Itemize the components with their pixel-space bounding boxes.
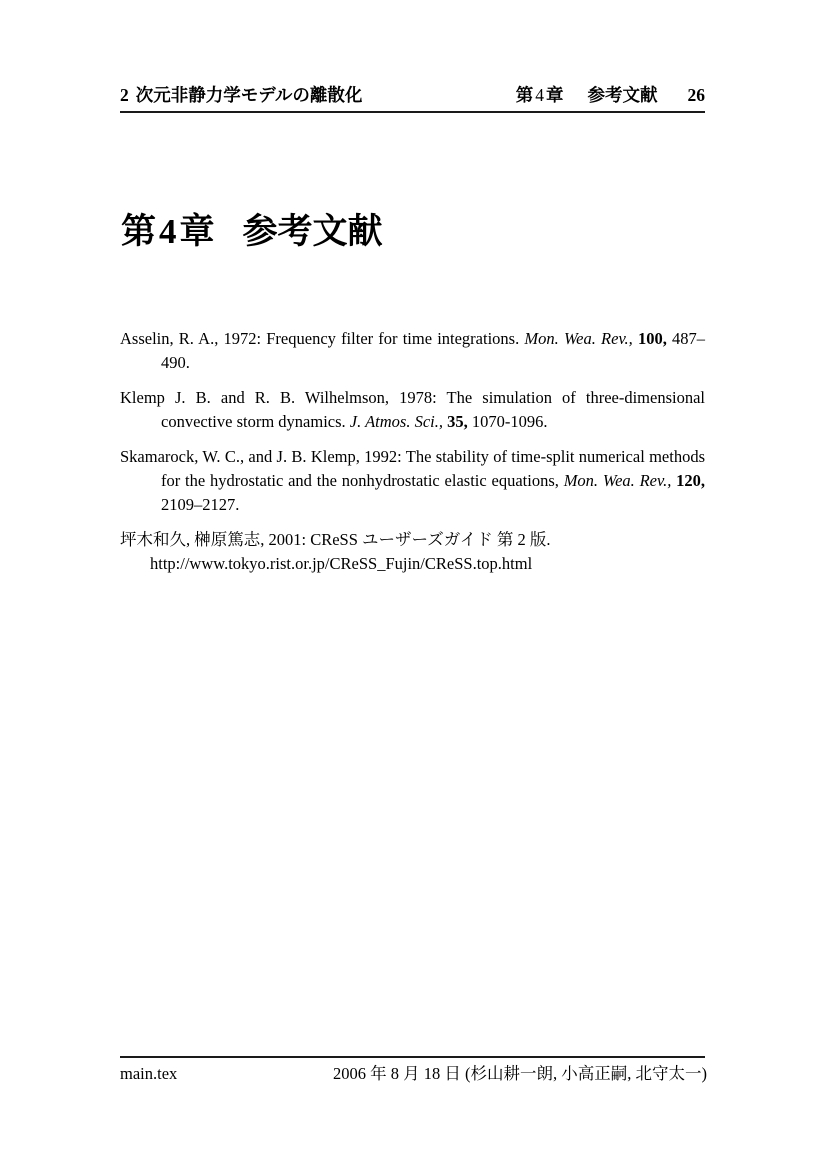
chapter-title-pre: 第 — [121, 212, 157, 251]
reference-entry-asselin — [120, 327, 705, 375]
chapter-mark-pre: 第 — [515, 85, 534, 105]
page-footer — [120, 1063, 707, 1085]
reference-text: Asselin, R. A., 1972: Frequency filter for time integrations. — [120, 329, 520, 348]
reference-text: Skamarock, W. C., and J. B. Klemp, 1992: The stability of time-split numerical methods for the hydrostatic and the nonhydrostatic elastic equations, — [120, 447, 705, 490]
references-list — [120, 327, 705, 587]
page-range: 2109–2127. — [161, 495, 240, 514]
footer-filename: main.tex — [120, 1064, 178, 1083]
chapter-mark-post: 章 — [546, 85, 564, 105]
journal-name: Mon. Wea. Rev., — [563, 471, 672, 490]
journal-name: Mon. Wea. Rev., — [524, 329, 633, 348]
running-head-section-title: 次元非静力学モデルの離散化 — [135, 85, 363, 105]
header-rule — [120, 111, 705, 113]
reference-entry-tsuboki-sakakibara — [120, 528, 705, 576]
chapter-mark-number: 4 — [535, 85, 544, 105]
chapter-title-text: 参考文献 — [242, 212, 383, 251]
running-head-left — [120, 85, 362, 105]
page-range: 1070-1096. — [471, 412, 548, 431]
page-number: 26 — [687, 85, 705, 105]
page-header — [120, 85, 705, 105]
journal-name: J. Atmos. Sci., — [349, 412, 443, 431]
volume-number: 120, — [676, 471, 706, 490]
reference-url: http://www.tokyo.rist.or.jp/CReSS_Fujin/CReSS.top.html — [150, 554, 533, 573]
chapter-title — [121, 210, 383, 254]
footer-date-authors: 2006 年 8 月 18 日 (杉山耕一朗, 小高正嗣, 北守太一) — [333, 1064, 707, 1083]
page-range: 487–490. — [161, 329, 706, 372]
reference-entry-klemp-wilhelmson — [120, 386, 705, 434]
chapter-title-post: 章 — [179, 212, 215, 251]
footer-rule — [120, 1056, 705, 1058]
volume-number: 100, — [637, 329, 667, 348]
running-head-section-number: 2 — [120, 85, 129, 105]
chapter-title-number: 4 — [159, 212, 177, 251]
running-head-chapter-mark — [516, 85, 564, 105]
running-head-section: 参考文献 — [587, 85, 658, 105]
volume-number: 35, — [447, 412, 468, 431]
running-head-right — [516, 85, 705, 105]
reference-text: Klemp J. B. and R. B. Wilhelmson, 1978: The simulation of three-dimensional convective storm dynamics. — [120, 388, 705, 431]
reference-entry-skamarock-klemp — [120, 445, 705, 517]
reference-text: 坪木和久, 榊原篤志, 2001: CReSS ユーザーズガイド 第 2 版. — [120, 530, 551, 549]
